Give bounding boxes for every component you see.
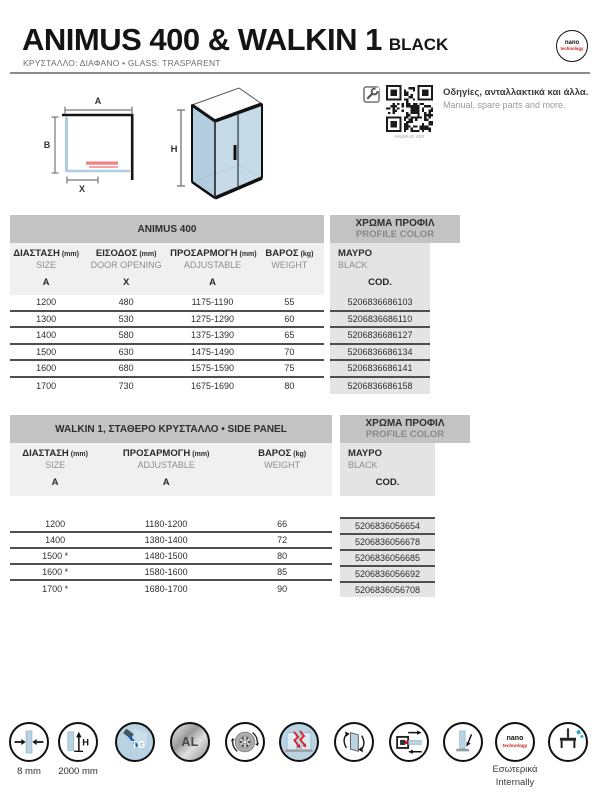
dim-label-a: A bbox=[94, 96, 102, 106]
glass-subtitle: ΚΡΥΣΤΑΛΛΟ: ΔΙΑΦΑΝΟ • GLASS: TRASPARENT bbox=[23, 58, 221, 68]
column-weight: ΒΑΡΟΣ (kg) WEIGHT bbox=[258, 448, 307, 470]
tempered-glass-icon bbox=[115, 722, 155, 762]
table1-color-band bbox=[330, 215, 460, 243]
fixed-panel-adjust-icon bbox=[443, 722, 483, 762]
column-size: ΔΙΑΣΤΑΣΗ (mm) SIZE A bbox=[13, 248, 79, 288]
qr-caption: ANIMUS 400 bbox=[394, 134, 425, 139]
spare-parts-icon bbox=[363, 86, 380, 103]
page-title bbox=[22, 22, 448, 58]
cod-value: 5206836686127 bbox=[330, 328, 430, 345]
table2-rows bbox=[10, 517, 332, 597]
cod-value: 5206836056654 bbox=[340, 517, 435, 533]
cod-label: COD. bbox=[368, 277, 392, 288]
profile-color-gr: ΧΡΩΜΑ ΠΡΟΦΙΛ bbox=[365, 418, 445, 429]
cod-value: 5206836056685 bbox=[340, 549, 435, 565]
color-name-en: BLACK bbox=[348, 460, 378, 470]
table-row: 1500 * 1480-1500 80 bbox=[10, 549, 332, 565]
table1-column-headers bbox=[10, 243, 324, 295]
header-divider bbox=[10, 72, 590, 74]
table-row: 1600 * 1580-1600 85 bbox=[10, 565, 332, 581]
table2-title-band bbox=[10, 415, 332, 443]
table-row: 1400 1380-1400 72 bbox=[10, 533, 332, 549]
plan-view-diagram bbox=[40, 90, 175, 195]
dim-label-x: X bbox=[78, 184, 86, 194]
svg-text:H: H bbox=[82, 737, 89, 748]
table1-rows bbox=[10, 295, 324, 394]
table1-color-panel bbox=[330, 243, 430, 295]
cod-value: 5206836056708 bbox=[340, 581, 435, 597]
table1-title-band bbox=[10, 215, 324, 243]
color-name-gr: ΜΑΥΡΟ bbox=[348, 448, 382, 459]
table2-column-headers bbox=[10, 443, 332, 496]
column-weight: ΒΑΡΟΣ (kg) WEIGHT bbox=[265, 248, 314, 270]
table-row: 1500 630 1475-1490 70 bbox=[10, 345, 324, 362]
dim-label-h: H bbox=[170, 144, 178, 155]
cod-value: 5206836686110 bbox=[330, 312, 430, 329]
cod-value: 5206836686141 bbox=[330, 361, 430, 378]
column-adjustable: ΠΡΟΣΑΡΜΟΓΗ (mm) ADJUSTABLE A bbox=[170, 248, 257, 288]
glass-thickness-icon bbox=[9, 722, 49, 762]
table-row: 1600 680 1575-1590 75 bbox=[10, 361, 324, 378]
heat-tempering-icon bbox=[279, 722, 319, 762]
nano-logo-line1: nano bbox=[564, 40, 580, 47]
table1-cod-column bbox=[330, 295, 430, 394]
table2-color-panel bbox=[340, 443, 435, 496]
table-row: 1700 730 1675-1690 80 bbox=[36, 380, 295, 391]
table-row: 1400 580 1375-1390 65 bbox=[10, 328, 324, 345]
cod-value: 5206836686103 bbox=[330, 295, 430, 312]
sliding-door-marker bbox=[86, 162, 118, 165]
table-row: 1700 * 1680-1700 90 bbox=[42, 584, 288, 594]
magnetic-closing-icon bbox=[389, 722, 429, 762]
glass-thickness-label: 8 mm bbox=[17, 766, 41, 777]
profile-color-en: PROFILE COLOR bbox=[365, 429, 445, 440]
isometric-view-diagram bbox=[170, 85, 275, 203]
product-name: ANIMUS 400 & WALKIN 1 bbox=[22, 22, 382, 57]
nano-label-en: Internally bbox=[495, 776, 535, 788]
color-name-gr: ΜΑΥΡΟ bbox=[338, 248, 372, 259]
profile-color-en: PROFILE COLOR bbox=[355, 229, 435, 240]
cod-value: 5206836686158 bbox=[330, 378, 430, 395]
table2-title: WALKIN 1, ΣΤΑΘΕΡΟ ΚΡΥΣΤΑΛΛΟ • SIDE PANEL bbox=[55, 423, 287, 435]
column-adjustable: ΠΡΟΣΑΡΜΟΓΗ (mm) ADJUSTABLE A bbox=[122, 448, 210, 488]
cod-value: 5206836056678 bbox=[340, 533, 435, 549]
door-handle bbox=[234, 145, 237, 160]
cod-value: 5206836056692 bbox=[340, 565, 435, 581]
nano-label-gr: Εσωτερικά bbox=[492, 764, 538, 775]
height-icon bbox=[58, 722, 98, 762]
nano-line2: technology bbox=[502, 743, 528, 749]
aluminum-label: AL bbox=[181, 735, 199, 749]
qr-code bbox=[386, 85, 433, 132]
column-size: ΔΙΑΣΤΑΣΗ (mm) SIZE A bbox=[22, 448, 88, 488]
column-door-opening: ΕΙΣΟΔΟΣ (mm) DOOR OPENING X bbox=[90, 248, 162, 288]
table-row: 1200 480 1175-1190 55 bbox=[10, 295, 324, 312]
cod-label: COD. bbox=[375, 477, 400, 488]
dim-label-b: B bbox=[43, 140, 51, 150]
table-row: 1300 530 1275-1290 60 bbox=[10, 312, 324, 329]
nano-internally-label bbox=[478, 764, 552, 790]
table2-color-band bbox=[340, 415, 470, 443]
reversible-door-icon bbox=[334, 722, 374, 762]
svg-text:TG: TG bbox=[131, 739, 146, 751]
color-name-en: BLACK bbox=[338, 260, 368, 270]
nano-line1: nano bbox=[506, 735, 524, 743]
table-row: 1200 1180-1200 66 bbox=[10, 517, 332, 533]
table2-cod-column bbox=[340, 517, 435, 597]
aluminum-icon bbox=[170, 722, 210, 762]
height-label: 2000 mm bbox=[58, 766, 98, 777]
easy-clean-icon bbox=[548, 722, 588, 762]
table1-title: ANIMUS 400 bbox=[137, 223, 197, 235]
profile-color-gr: ΧΡΩΜΑ ΠΡΟΦΙΛ bbox=[355, 218, 435, 229]
nano-technology-icon bbox=[495, 722, 535, 762]
qr-text-greek: Οδηγίες, ανταλλακτικά και άλλα. bbox=[443, 87, 589, 98]
cod-value: 5206836686134 bbox=[330, 345, 430, 362]
product-color-suffix: BLACK bbox=[388, 35, 449, 54]
qr-text-english: Manual, spare parts and more. bbox=[443, 100, 566, 110]
rollers-icon bbox=[225, 722, 265, 762]
nano-technology-logo bbox=[556, 30, 588, 62]
nano-logo-line2: technology bbox=[560, 45, 584, 51]
